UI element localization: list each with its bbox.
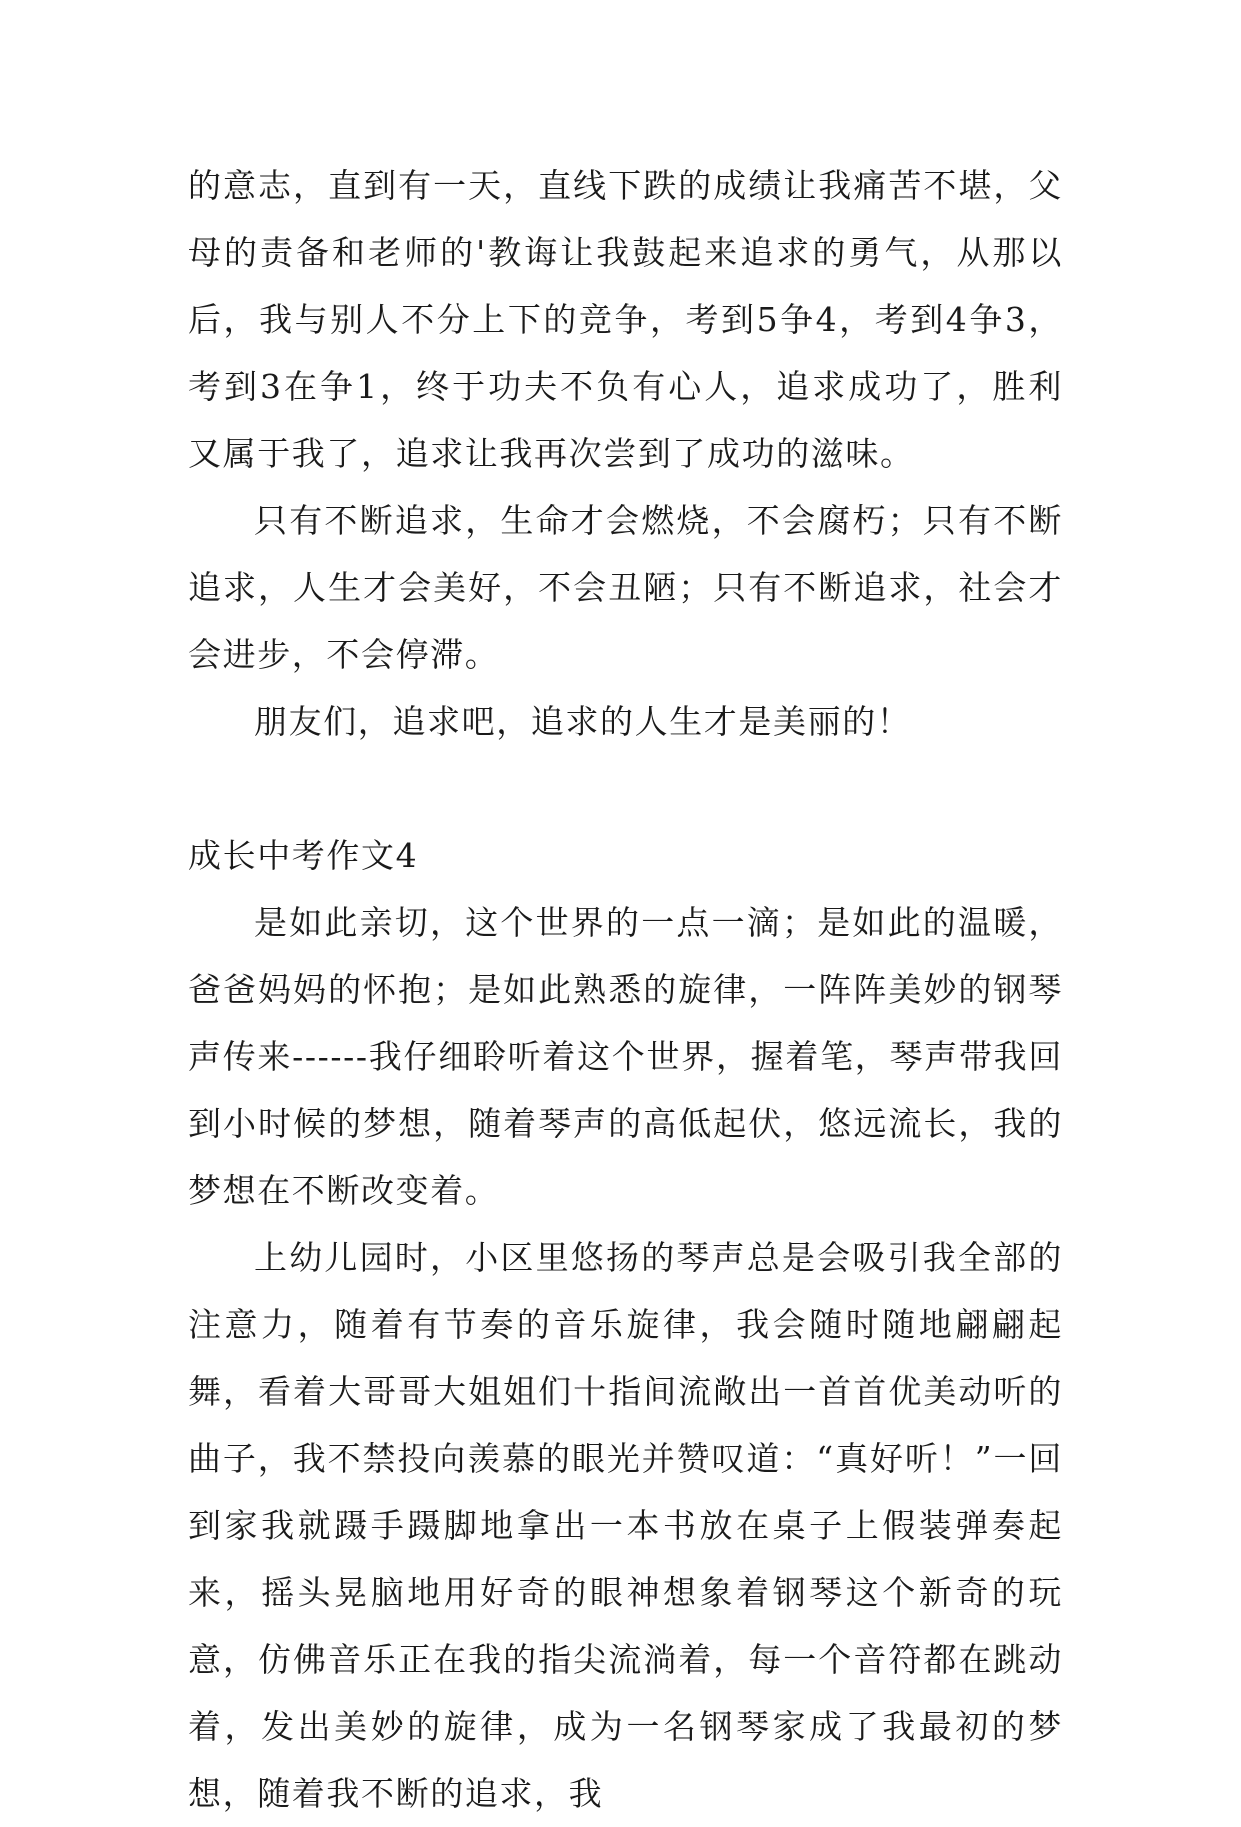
paragraph-body: 上幼儿园时，小区里悠扬的琴声总是会吸引我全部的注意力，随着有节奏的音乐旋律，我会随时随地翩翩起舞，看着大哥哥大姐姐们十指间流敞出一首首优美动听的曲子，我不禁投向羡慕的眼光并赞叹道：“真好听！”一回到家我就蹑手蹑脚地拿出一本书放在桌子上假装弹奏起来，摇头晃脑地用好奇的眼神想象着钢琴这个新奇的玩意，仿佛音乐正在我的指尖流淌着，每一个音符都在跳动着，发出美妙的旋律，成为一名钢琴家成了我最初的梦想，随着我不断的追求，我 [188, 1238, 1063, 1813]
paragraph-continuation: 的意志，直到有一天，直线下跌的成绩让我痛苦不堪，父母的责备和老师的'教诲让我鼓起来追求的勇气，从那以后，我与别人不分上下的竞争，考到5争4，考到4争3，考到3在争1，终于功夫不负有心人，追求成功了，胜利又属于我了，追求让我再次尝到了成功的滋味。 [188, 166, 1063, 473]
document-page [188, 152, 1063, 1827]
section-title: 成长中考作文4 [188, 836, 419, 875]
paragraph-closing: 朋友们，追求吧，追求的人生才是美丽的！ [254, 702, 912, 741]
paragraph-conclusion: 只有不断追求，生命才会燃烧，不会腐朽；只有不断追求，人生才会美好，不会丑陋；只有不断追求，社会才会进步，不会停滞。 [188, 501, 1063, 674]
paragraph-intro: 是如此亲切，这个世界的一点一滴；是如此的温暖，爸爸妈妈的怀抱；是如此熟悉的旋律，一阵阵美妙的钢琴声传来------我仔细聆听着这个世界，握着笔，琴声带我回到小时候的梦想，随着琴声的高低起伏，悠远流长，我的梦想在不断改变着。 [188, 903, 1063, 1210]
